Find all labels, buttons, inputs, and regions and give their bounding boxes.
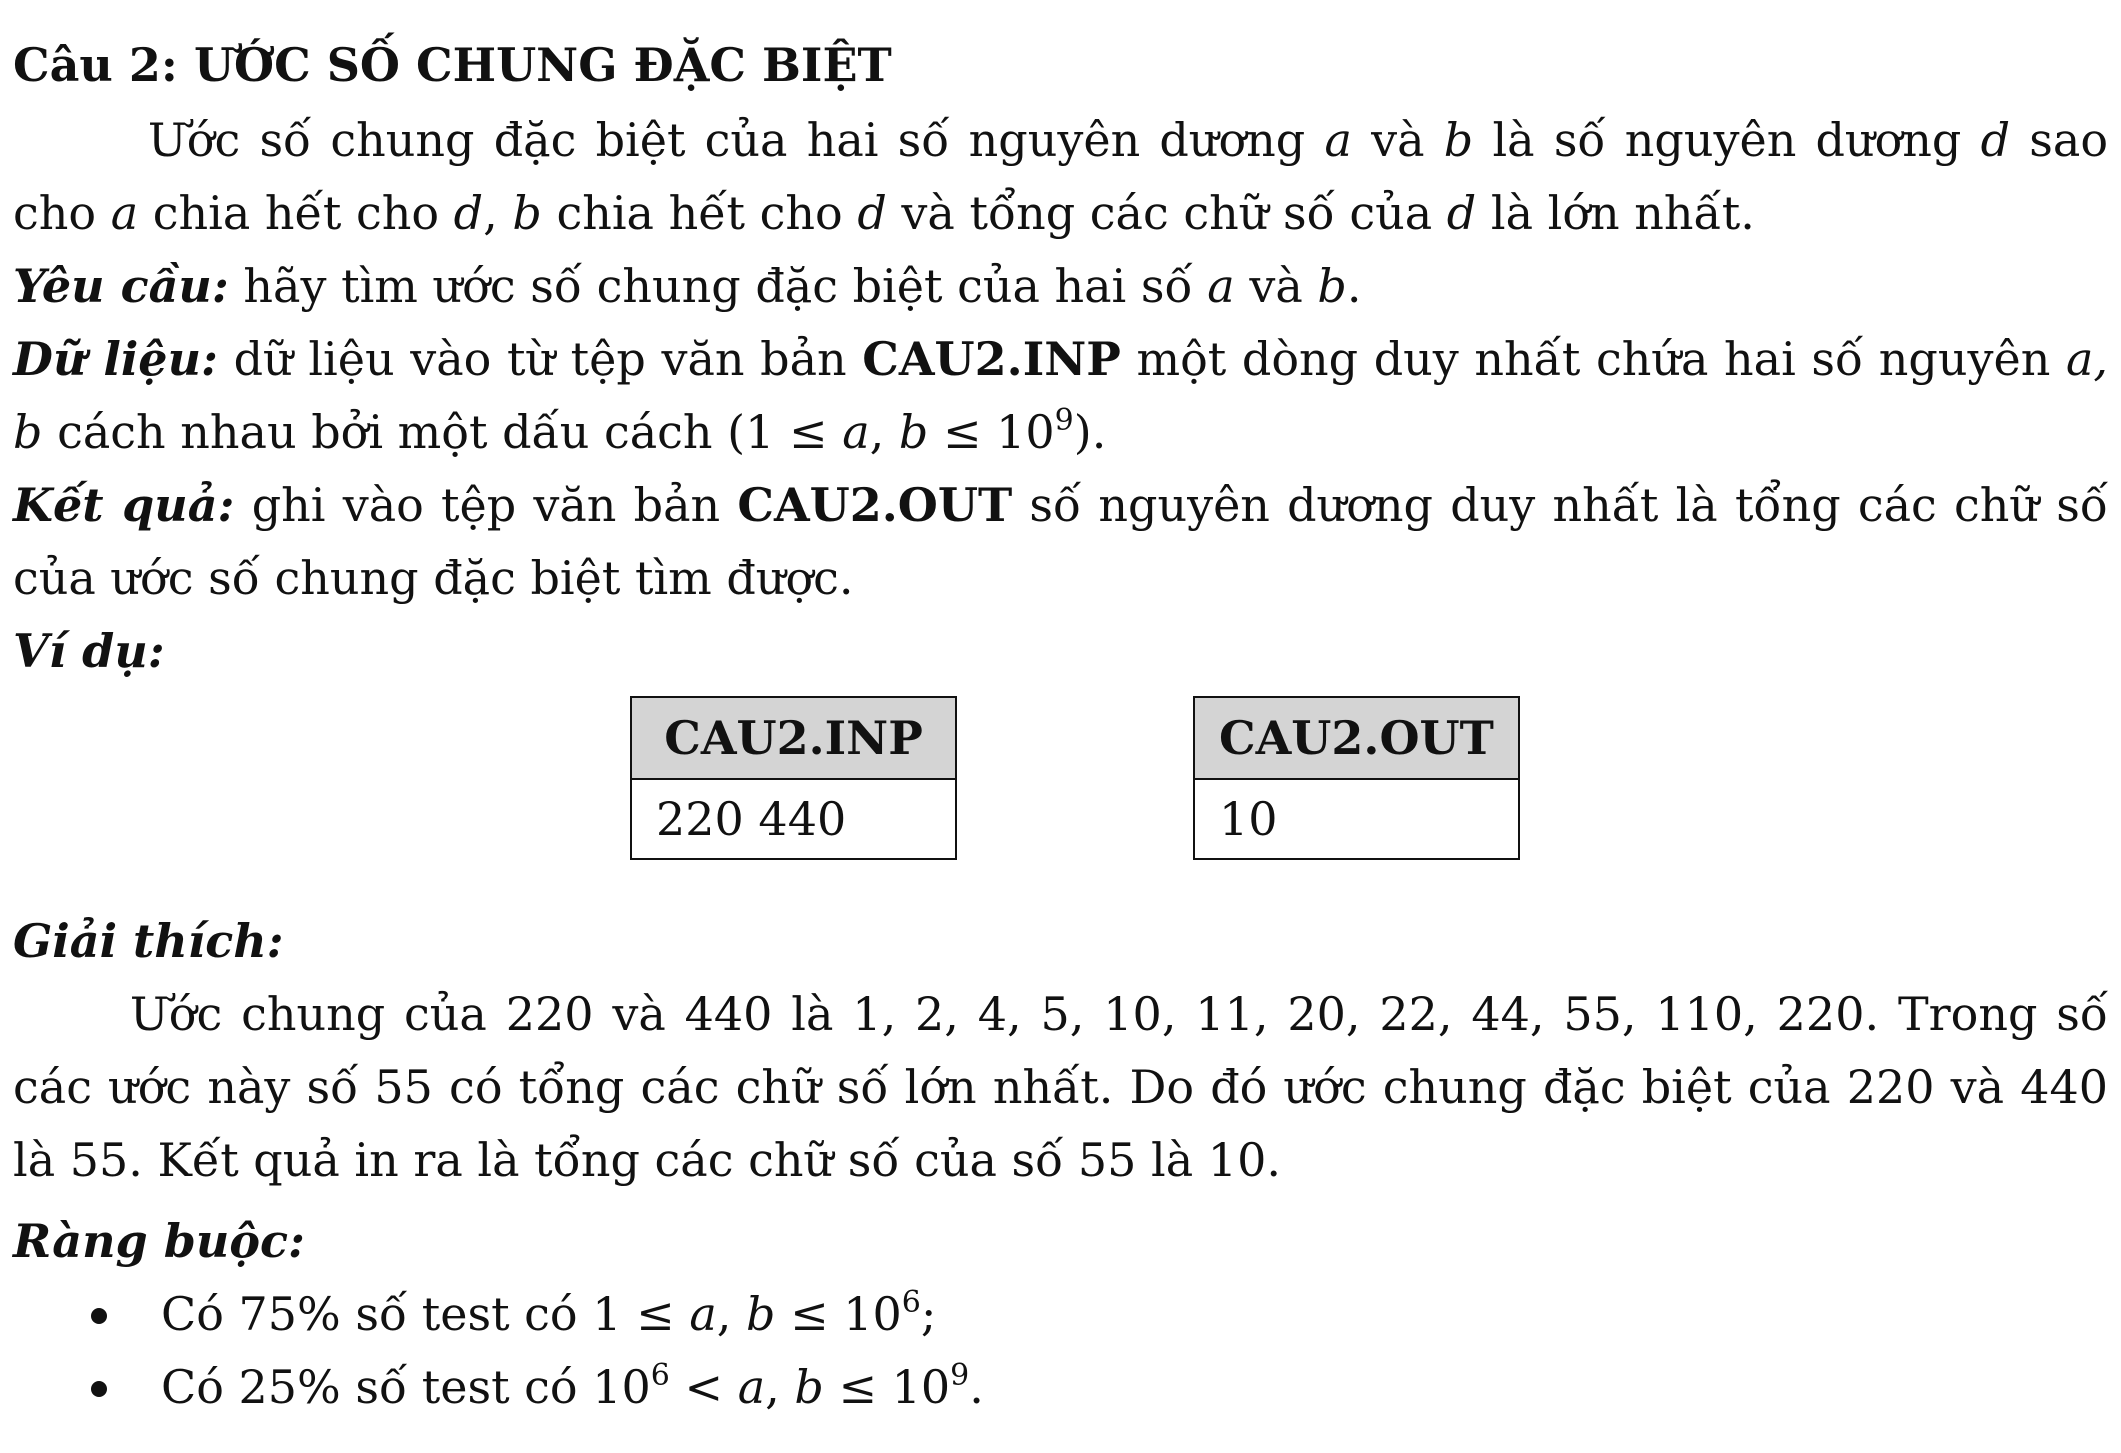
statement-text: là lớn nhất. (1476, 186, 1755, 240)
constraint-text: , (765, 1360, 795, 1414)
requirement-text: và (1234, 259, 1318, 313)
input-exponent: 9 (1054, 403, 1074, 438)
var-d: d (1980, 113, 2011, 167)
input-text: một dòng duy nhất chứa hai số nguyên (1120, 332, 2066, 386)
requirement-text: hãy tìm ước số chung đặc biệt của hai số (228, 259, 1208, 313)
constraint-exponent: 9 (950, 1358, 970, 1393)
input-paragraph (13, 323, 2108, 469)
constraint-text: Có 25% số test có 10 (161, 1360, 651, 1414)
explanation-label: Giải thích: (13, 914, 284, 968)
explanation-label-paragraph (13, 905, 2108, 978)
var-a: a (1324, 113, 1352, 167)
problem-title: Câu 2: ƯỚC SỐ CHUNG ĐẶC BIỆT (13, 38, 892, 92)
var-a: a (689, 1287, 717, 1341)
var-b: b (794, 1360, 824, 1414)
input-text: dữ liệu vào từ tệp văn bản (218, 332, 863, 386)
explanation-text: Ước chung của 220 và 440 là 1, 2, 4, 5, 10, 11, 20, 22, 44, 55, 110, 220. Trong số các ước này số 55 có tổng các chữ số lớn nhất. Do đó ước chung đặc biệt của 220 và 440 là 55. Kết quả in ra là tổng các chữ số của số 55 là 10. (13, 987, 2108, 1187)
output-text: số nguyên dương duy nhất là tổng các chữ số của ước số chung đặc biệt tìm được. (13, 478, 2109, 605)
var-d: d (1446, 186, 1477, 240)
example-label: Ví dụ: (13, 624, 165, 678)
input-label: Dữ liệu: (13, 332, 218, 386)
input-filename: CAU2.INP (862, 332, 1121, 386)
statement-text: Ước số chung đặc biệt của hai số nguyên dương (148, 113, 1325, 167)
bullet-icon (91, 1308, 107, 1324)
output-example-table (1193, 696, 1520, 860)
constraint-exponent: 6 (650, 1358, 670, 1393)
input-text: cách nhau bởi một dấu cách ( (42, 405, 746, 459)
constraints-label: Ràng buộc: (13, 1214, 305, 1268)
problem-document (13, 32, 2108, 1424)
statement-text: , (483, 186, 513, 240)
input-example-value: 220 440 (631, 779, 956, 859)
statement-text: chia hết cho (138, 186, 454, 240)
problem-statement (13, 104, 2108, 250)
statement-text: và tổng các chữ số của (886, 186, 1447, 240)
constraint-text: , (716, 1287, 746, 1341)
var-a: a (110, 186, 139, 240)
var-a: a (737, 1360, 766, 1414)
constraint-exponent: 6 (901, 1285, 921, 1320)
output-paragraph (13, 469, 2108, 615)
var-b: b (898, 405, 929, 459)
bullet-icon (91, 1381, 107, 1397)
constraint-item (13, 1278, 2108, 1351)
requirement-text: . (1346, 259, 1362, 313)
var-b: b (746, 1287, 776, 1341)
constraint-text: ≤ 10 (775, 1287, 902, 1341)
input-example-table (630, 696, 957, 860)
output-label: Kết quả: (13, 478, 235, 532)
var-a: a (842, 405, 870, 459)
example-tables (13, 696, 2108, 891)
var-b: b (512, 186, 542, 240)
input-vars: a, b (13, 332, 2108, 459)
constraint-text: < (669, 1360, 738, 1414)
constraint-text: ; (920, 1287, 937, 1341)
constraint-text: . (969, 1360, 984, 1414)
input-constraint: ≤ 10 (928, 405, 1055, 459)
constraints-label-paragraph (13, 1205, 2108, 1278)
constraint-text: ≤ 10 (823, 1360, 951, 1414)
output-text: ghi vào tệp văn bản (234, 478, 738, 532)
statement-text: và (1351, 113, 1444, 167)
input-text: ). (1073, 405, 1107, 459)
output-example-value: 10 (1194, 779, 1519, 859)
input-example-header: CAU2.INP (631, 697, 956, 779)
statement-text: chia hết cho (541, 186, 858, 240)
var-b: b (1317, 259, 1347, 313)
statement-text: sao cho (13, 113, 2109, 240)
example-paragraph (13, 615, 2108, 688)
statement-text: là số nguyên dương (1473, 113, 1981, 167)
requirement-paragraph (13, 250, 2108, 323)
input-constraint: 1 ≤ (745, 405, 843, 459)
var-d: d (857, 186, 887, 240)
constraint-text: Có 75% số test có 1 ≤ (161, 1287, 690, 1341)
constraint-item (13, 1351, 2108, 1424)
requirement-label: Yêu cầu: (13, 259, 229, 313)
input-constraint: , (869, 405, 899, 459)
var-a: a (1207, 259, 1235, 313)
output-filename: CAU2.OUT (737, 478, 1013, 532)
var-d: d (453, 186, 484, 240)
var-b: b (1443, 113, 1474, 167)
constraints-list (13, 1278, 2108, 1424)
output-example-header: CAU2.OUT (1194, 697, 1519, 779)
